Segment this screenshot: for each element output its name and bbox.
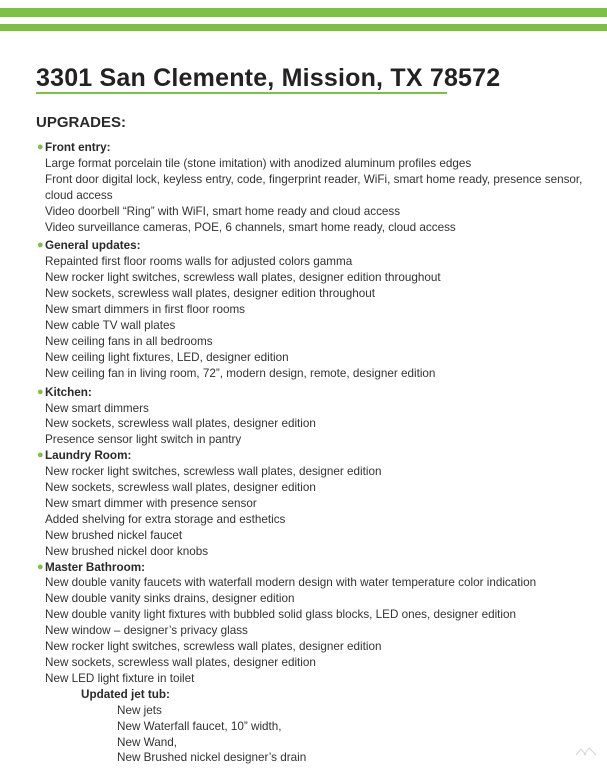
list-item: New cable TV wall plates (45, 318, 176, 332)
section-front-entry (37, 140, 602, 235)
section-heading-label: Master Bathroom: (45, 560, 146, 574)
list-item: New rocker light switches, screwless wall plates, designer edition (45, 640, 382, 654)
bullet-icon: ● (37, 239, 44, 252)
upgrades-list (37, 140, 602, 766)
list-item: New sockets, screwless wall plates, designer edition throughout (45, 287, 376, 301)
bullet-icon: ● (37, 385, 44, 398)
list-item: New double vanity sinks drains, designer edition (45, 592, 295, 606)
list-item: Video surveillance cameras, POE, 6 channels, smart home ready, cloud access (45, 220, 456, 234)
sub-list-item: New Waterfall faucet, 10” width, (117, 719, 282, 733)
sub-list-item: New jets (117, 703, 162, 717)
upgrades-heading: UPGRADES: (36, 114, 127, 131)
list-item: New brushed nickel door knobs (45, 544, 209, 558)
list-item: New sockets, screwless wall plates, designer edition (45, 656, 316, 669)
list-item: New brushed nickel faucet (45, 528, 183, 542)
sub-list-item: New Brushed nickel designer’s drain (117, 751, 307, 765)
list-item: New smart dimmers (45, 401, 149, 415)
list-item: New ceiling light fixtures, LED, designer edition (45, 350, 289, 364)
section-heading (37, 448, 602, 464)
list-item: New LED light fixture in toilet (45, 671, 195, 685)
section-heading (37, 385, 602, 401)
bullet-icon: ● (37, 141, 44, 153)
section-heading-label: General updates: (45, 239, 141, 253)
section-kitchen (37, 385, 602, 449)
list-item: Front door digital lock, keyless entry, code, fingerprint reader, WiFi, smart home ready, presence sensor, cloud access (45, 172, 583, 202)
list-item: New smart dimmers in first floor rooms (45, 303, 246, 317)
list-item: New double vanity light fixtures with bubbled solid glass blocks, LED ones, designer edition (45, 608, 517, 622)
list-item: Presence sensor light switch in pantry (45, 433, 242, 447)
list-item: New ceiling fan in living room, 72”, modern design, remote, designer edition (45, 366, 436, 380)
section-heading-label: Laundry Room: (45, 449, 132, 463)
watermark-logo-icon (575, 746, 597, 756)
list-item: New sockets, screwless wall plates, designer edition (45, 481, 316, 495)
page-title: 3301 San Clemente, Mission, TX 78572 (36, 64, 501, 92)
list-item: New sockets, screwless wall plates, designer edition (45, 417, 316, 431)
sub-list-item: New Wand, (117, 735, 177, 749)
title-underline (36, 92, 447, 94)
list-item: Large format porcelain tile (stone imitation) with anodized aluminum profiles edges (45, 156, 472, 170)
section-general-updates (37, 238, 602, 381)
bullet-icon: ● (37, 449, 44, 462)
section-heading (37, 560, 602, 576)
section-master-bathroom (37, 560, 602, 767)
section-heading (37, 238, 602, 254)
list-item: New smart dimmer with presence sensor (45, 496, 257, 510)
list-item: New double vanity faucets with waterfall modern design with water temperature color indication (45, 576, 537, 590)
section-laundry-room (37, 448, 602, 559)
subsection-heading-jet-tub: Updated jet tub: (81, 687, 170, 701)
section-heading-label: Front entry: (45, 141, 111, 154)
top-green-bar (0, 8, 607, 17)
bullet-icon: ● (37, 560, 44, 573)
list-item: New ceiling fans in all bedrooms (45, 334, 213, 348)
top-green-bar-thin (0, 24, 607, 31)
section-heading-label: Kitchen: (45, 385, 92, 399)
list-item: Video doorbell “Ring” with WiFI, smart home ready and cloud access (45, 204, 401, 218)
list-item: New rocker light switches, screwless wall plates, designer edition throughout (45, 271, 441, 285)
list-item: New window – designer’s privacy glass (45, 624, 248, 638)
list-item: Added shelving for extra storage and esthetics (45, 512, 286, 526)
list-item: New rocker light switches, screwless wall plates, designer edition (45, 465, 382, 479)
list-item: Repainted first floor rooms walls for adjusted colors gamma (45, 255, 353, 269)
section-heading (37, 140, 602, 156)
